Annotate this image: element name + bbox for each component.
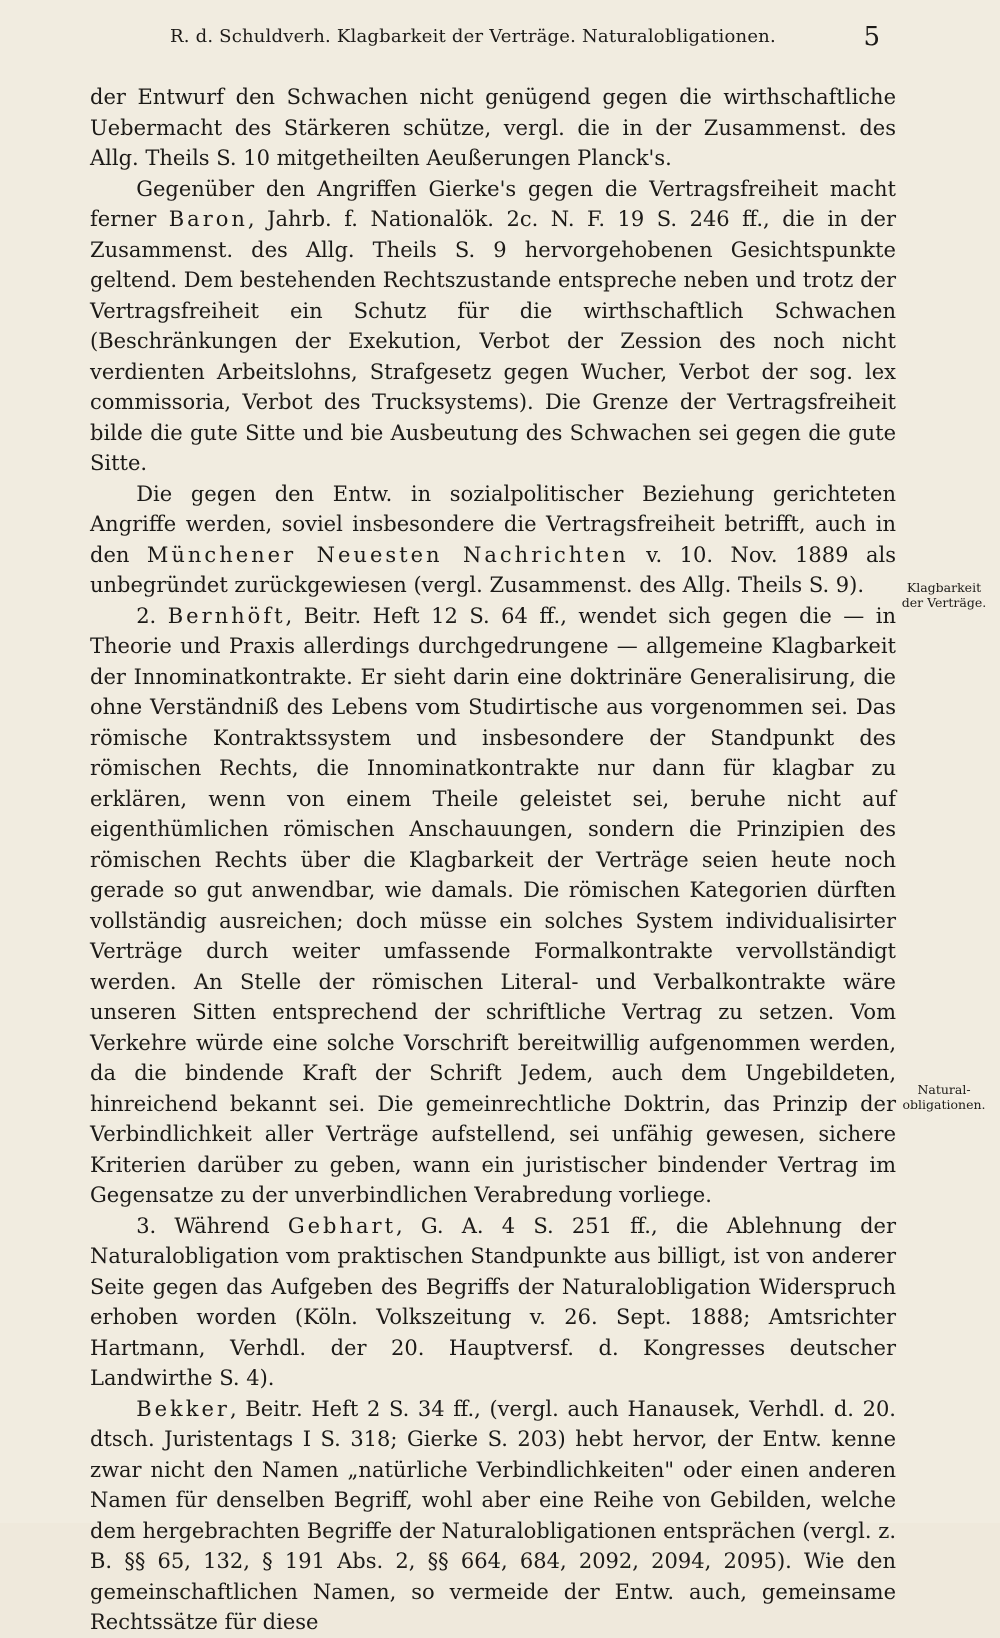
- paragraph-1: [90, 82, 896, 174]
- paragraph-5-author: Gebhart: [287, 1213, 397, 1238]
- margin-note-2-line-2: obligationen.: [902, 1097, 986, 1112]
- paragraph-4: [90, 601, 896, 1211]
- paragraph-5-post: , G. A. 4 S. 251 ff., die Ablehnung der Naturalobligation vom praktischen Standpunkte aus billigt, ist von anderer Seite gegen das Aufgeben des Begriffs der Naturalobligation Widerspruch erhoben worden (Köln. Volkszeitung v. 26. Sept. 1888; Amtsrichter Hartmann, Verhdl. der 20. Hauptversf. d. Kongresses deutscher Landwirthe S. 4).: [90, 1213, 896, 1390]
- running-title: R. d. Schuldverh. Klagbarkeit der Verträge. Naturalobligationen.: [170, 26, 776, 47]
- paragraph-2: [90, 174, 896, 479]
- margin-note-klagbarkeit: [896, 580, 992, 610]
- paragraph-6: [90, 1394, 896, 1638]
- paragraph-4-author: Bernhöft: [167, 603, 286, 628]
- paragraph-2-pre: Gegenüber den Angriffen Gierke's gegen die Vertragsfreiheit macht ferner: [90, 176, 896, 231]
- paragraph-4-post: , Beitr. Heft 12 S. 64 ff., wendet sich gegen die — in Theorie und Praxis allerdings durchgedrungene — allgemeine Klagbarkeit der Innominatkontrakte. Er sieht darin eine doktrinäre Generalisirung, die ohne Verständniß des Lebens vom Studirtische aus vorgenommen sei. Das römische Kontraktssystem und insbesondere der Standpunkt des römischen Rechts, die Innominatkontrakte nur dann für klagbar zu erklären, wenn von einem Theile geleistet sei, beruhe nicht auf eigenthümlichen römischen Anschauungen, sondern die Prinzipien des römischen Rechts über die Klagbarkeit der Verträge seien heute noch gerade so gut anwendbar, wie damals. Die römischen Kategorien dürften vollständig ausreichen; doch müsse ein solches System individualisirter Verträge durch weiter umfassende Formalkontrakte vervollständigt werden. An Stelle der römischen Literal- und Verbalkontrakte wäre unseren Sitten entsprechend der schriftliche Vertrag zu setzen. Vom Verkehre würde eine solche Vorschrift bereitwillig aufgenommen werden, da die bindende Kraft der Schrift Jedem, auch dem Ungebildeten, hinreichend bekannt sei. Die gemeinrechtliche Doktrin, das Prinzip der Verbindlichkeit aller Verträge aufstellend, sei unfähig gewesen, sichere Kriterien darüber zu geben, wann ein juristischer bindender Vertrag im Gegensatze zu der unverbindlichen Verabredung vorliege.: [90, 603, 896, 1207]
- margin-note-2-line-1: Natural-: [917, 1082, 971, 1097]
- paragraph-6-author: Bekker: [136, 1396, 230, 1421]
- paragraph-2-author: Baron: [168, 207, 248, 231]
- body-text: [90, 82, 896, 1638]
- paragraph-3: [90, 479, 896, 601]
- margin-note-1-line-1: Klagbarkeit: [906, 580, 982, 595]
- margin-note-naturalobligationen: [896, 1082, 992, 1112]
- paragraph-3-pre: Die gegen den Entw. in sozialpolitischer Beziehung gerichteten Angriffe werden, soviel insbesondere die Vertragsfreiheit betrifft, auch in den: [90, 481, 896, 567]
- paragraph-5-pre: 3. Während: [136, 1213, 288, 1238]
- paragraph-1-text: der Entwurf den Schwachen nicht genügend gegen die wirthschaftliche Uebermacht des Stärkeren schütze, vergl. die in der Zusammenst. des Allg. Theils S. 10 mitgetheilten Aeußerungen Planck's.: [90, 85, 896, 170]
- paragraph-4-pre: 2.: [136, 603, 168, 628]
- paragraph-5: [90, 1211, 896, 1394]
- paragraph-3-post: v. 10. Nov. 1889 als unbegründet zurückgewiesen (vergl. Zusammenst. des Allg. Theils S. 9).: [90, 542, 896, 597]
- margin-note-1-line-2: der Verträge.: [901, 595, 987, 610]
- page-number: 5: [863, 22, 880, 52]
- paragraph-6-post: , Beitr. Heft 2 S. 34 ff., (vergl. auch Hanausek, Verhdl. d. 20. dtsch. Juristentags I S. 318; Gierke S. 203) hebt hervor, der Entw. kenne zwar nicht den Namen „natürliche Verbindlichkeiten" oder einen anderen Namen für denselben Begriff, wohl aber eine Reihe von Gebilden, welche dem hergebrachten Begriffe der Naturalobligationen entsprächen (vergl. z. B. §§ 65, 132, § 191 Abs. 2, §§ 664, 684, 2092, 2094, 2095). Wie den gemeinschaftlichen Namen, so vermeide der Entw. auch, gemeinsame Rechtssätze für diese: [90, 1396, 896, 1634]
- page-header: [90, 22, 890, 52]
- paragraph-3-source: Münchener Neuesten Nachrichten: [146, 542, 629, 567]
- paragraph-2-post: , Jahrb. f. Nationalök. 2c. N. F. 19 S. 246 ff., die in der Zusammenst. des Allg. Theils S. 9 hervorgehobenen Gesichtspunkte geltend. Dem bestehenden Rechtszustande entspreche neben und trotz der Vertragsfreiheit ein Schutz für die wirthschaftlich Schwachen (Beschränkungen der Exekution, Verbot der Zession des noch nicht verdienten Arbeitslohns, Strafgesetz gegen Wucher, Verbot der sog. lex commissoria, Verbot des Trucksystems). Die Grenze der Vertragsfreiheit bilde die gute Sitte und bie Ausbeutung des Schwachen sei gegen die gute Sitte.: [90, 207, 896, 475]
